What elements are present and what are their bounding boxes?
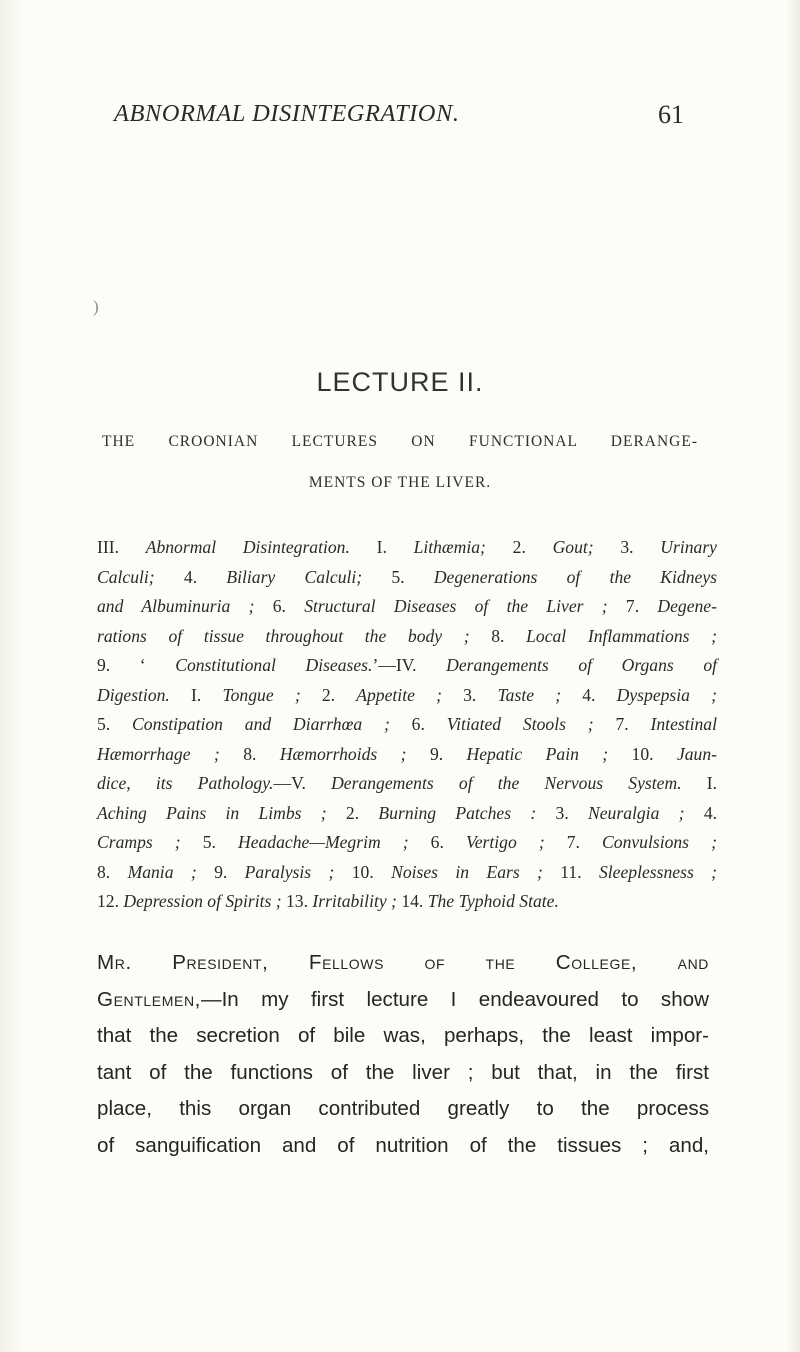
- italic-text: Jaun-: [676, 743, 718, 764]
- text-span: 3.: [536, 802, 589, 823]
- italic-text: dice, its Pathology.: [97, 773, 274, 793]
- italic-text: Hæmorrhage ;: [97, 743, 220, 764]
- text-span: —V.: [273, 773, 332, 793]
- small-caps-text: Mr. President, Fellows of the College, and: [97, 951, 709, 974]
- italic-text: Calculi;: [97, 566, 155, 587]
- italic-text: Mania ;: [127, 861, 197, 882]
- body-line: [97, 1055, 709, 1092]
- text-span: 5.: [362, 566, 434, 587]
- text-span: I.: [169, 684, 223, 705]
- italic-text: Derangements of the Nervous System.: [331, 773, 682, 793]
- italic-text: Degene-: [657, 596, 717, 616]
- text-span: place, this organ contributed greatly to the process: [97, 1097, 709, 1120]
- small-caps-text: Gentlemen,: [97, 987, 201, 1011]
- italic-text: rations of tissue throughout the body ;: [97, 625, 470, 646]
- page-number: 61: [658, 100, 684, 129]
- italic-text: Appetite ;: [356, 684, 442, 705]
- text-span: ’—IV.: [372, 655, 447, 675]
- stray-mark: ): [93, 297, 99, 316]
- text-span: 7.: [544, 832, 603, 852]
- text-span: 12.: [97, 891, 124, 911]
- text-span: 6.: [254, 596, 305, 616]
- italic-text: Biliary Calculi;: [226, 566, 363, 587]
- text-span: 8.: [97, 861, 128, 882]
- body-text: [97, 945, 709, 1164]
- synopsis-line: [97, 622, 717, 652]
- body-line: [97, 1091, 709, 1128]
- italic-text: Burning Patches :: [378, 802, 537, 823]
- running-title: ABNORMAL DISINTEGRATION.: [114, 100, 460, 127]
- italic-text: Hæmorrhoids ;: [279, 743, 407, 764]
- text-span: 7.: [593, 714, 651, 734]
- page-right-edge: [786, 0, 800, 1352]
- italic-text: Degenerations of the Kidneys: [433, 566, 717, 587]
- italic-text: Neuralgia ;: [588, 802, 685, 823]
- synopsis-line: [97, 681, 717, 711]
- italic-text: Vertigo ;: [465, 832, 545, 852]
- italic-text: Noises in Ears ;: [391, 861, 543, 882]
- text-span: 2.: [300, 684, 357, 705]
- lecture-heading: LECTURE II.: [316, 367, 484, 397]
- synopsis: [97, 533, 717, 917]
- text-span: tant of the functions of the liver ; but that, in the first: [97, 1060, 709, 1084]
- body-line: [97, 1128, 709, 1165]
- text-span: 11.: [542, 861, 599, 882]
- text-span: 7.: [607, 596, 658, 616]
- italic-text: Taste ;: [497, 684, 562, 705]
- synopsis-line: [97, 858, 717, 888]
- running-head: [114, 100, 684, 140]
- italic-text: Constitutional Diseases.: [175, 655, 373, 675]
- italic-text: Sleeplessness ;: [599, 861, 718, 882]
- body-line: [97, 945, 709, 982]
- text-span: of sanguification and of nutrition of the tissues ; and,: [97, 1133, 709, 1157]
- text-span: I.: [681, 773, 718, 793]
- text-span: 5.: [97, 714, 133, 734]
- text-span: 13.: [281, 891, 313, 911]
- italic-text: Aching Pains in Limbs ;: [97, 802, 327, 823]
- italic-text: Hepatic Pain ;: [466, 743, 609, 764]
- italic-text: Vitiated Stools ;: [446, 714, 594, 734]
- italic-text: Paralysis ;: [244, 861, 335, 882]
- synopsis-line: [97, 563, 717, 593]
- italic-text: Derangements of Organs of: [446, 655, 718, 675]
- lecture-subtitle-line-2: MENTS OF THE LIVER.: [308, 474, 492, 491]
- italic-text: Depression of Spirits ;: [123, 891, 282, 911]
- italic-text: Cramps ;: [97, 832, 181, 852]
- text-span: 8.: [219, 743, 280, 764]
- text-span: 10.: [608, 743, 677, 764]
- text-span: 14.: [396, 891, 428, 911]
- text-span: 5.: [180, 832, 238, 852]
- text-span: 9.: [406, 743, 467, 764]
- synopsis-line: [97, 592, 717, 622]
- body-line: [97, 982, 709, 1019]
- text-span: 4.: [154, 566, 227, 587]
- text-span: 6.: [389, 714, 447, 734]
- synopsis-line: [97, 769, 717, 799]
- text-span: 4.: [684, 802, 718, 823]
- text-span: —In my first lecture I endeavoured to show: [200, 987, 709, 1011]
- italic-text: Urinary: [660, 537, 717, 557]
- italic-text: Constipation and Diarrhœa ;: [132, 714, 390, 734]
- synopsis-line: [97, 799, 717, 829]
- synopsis-line: [97, 828, 717, 858]
- italic-text: Gout;: [552, 537, 594, 557]
- italic-text: Structural Diseases of the Liver ;: [304, 596, 608, 616]
- synopsis-line: [97, 740, 717, 770]
- text-span: 3.: [593, 537, 661, 557]
- text-span: 4.: [561, 684, 617, 705]
- text-span: that the secretion of bile was, perhaps, the least impor-: [97, 1024, 709, 1047]
- text-span: 8.: [469, 625, 527, 646]
- italic-text: Digestion.: [97, 684, 170, 705]
- italic-text: Irritability ;: [312, 891, 397, 911]
- text-span: I.: [349, 537, 414, 557]
- italic-text: Dyspepsia ;: [616, 684, 717, 705]
- text-span: 9. ‘: [97, 655, 176, 675]
- text-span: 3.: [441, 684, 498, 705]
- italic-text: Local Inflammations ;: [526, 625, 717, 646]
- synopsis-line: [97, 651, 717, 681]
- italic-text: Lithæmia;: [413, 537, 486, 557]
- synopsis-line: [97, 533, 717, 563]
- page-left-edge: [0, 0, 22, 1352]
- italic-text: Intestinal: [650, 714, 717, 734]
- lecture-subtitle-line-1: THE CROONIAN LECTURES ON FUNCTIONAL DERANGE-: [102, 433, 698, 450]
- synopsis-line: [97, 887, 717, 917]
- text-span: 10.: [334, 861, 392, 882]
- text-span: III.: [97, 537, 146, 557]
- text-span: 9.: [196, 861, 245, 882]
- text-span: 6.: [408, 832, 466, 852]
- italic-text: The Typhoid State.: [427, 891, 559, 911]
- body-line: [97, 1018, 709, 1055]
- italic-text: Headache—Megrim ;: [238, 832, 409, 852]
- italic-text: Abnormal Disintegration.: [145, 537, 350, 557]
- italic-text: and Albuminuria ;: [97, 596, 255, 616]
- text-span: 2.: [485, 537, 553, 557]
- italic-text: Tongue ;: [222, 684, 301, 705]
- italic-text: Convulsions ;: [602, 832, 717, 852]
- text-span: 2.: [326, 802, 379, 823]
- synopsis-line: [97, 710, 717, 740]
